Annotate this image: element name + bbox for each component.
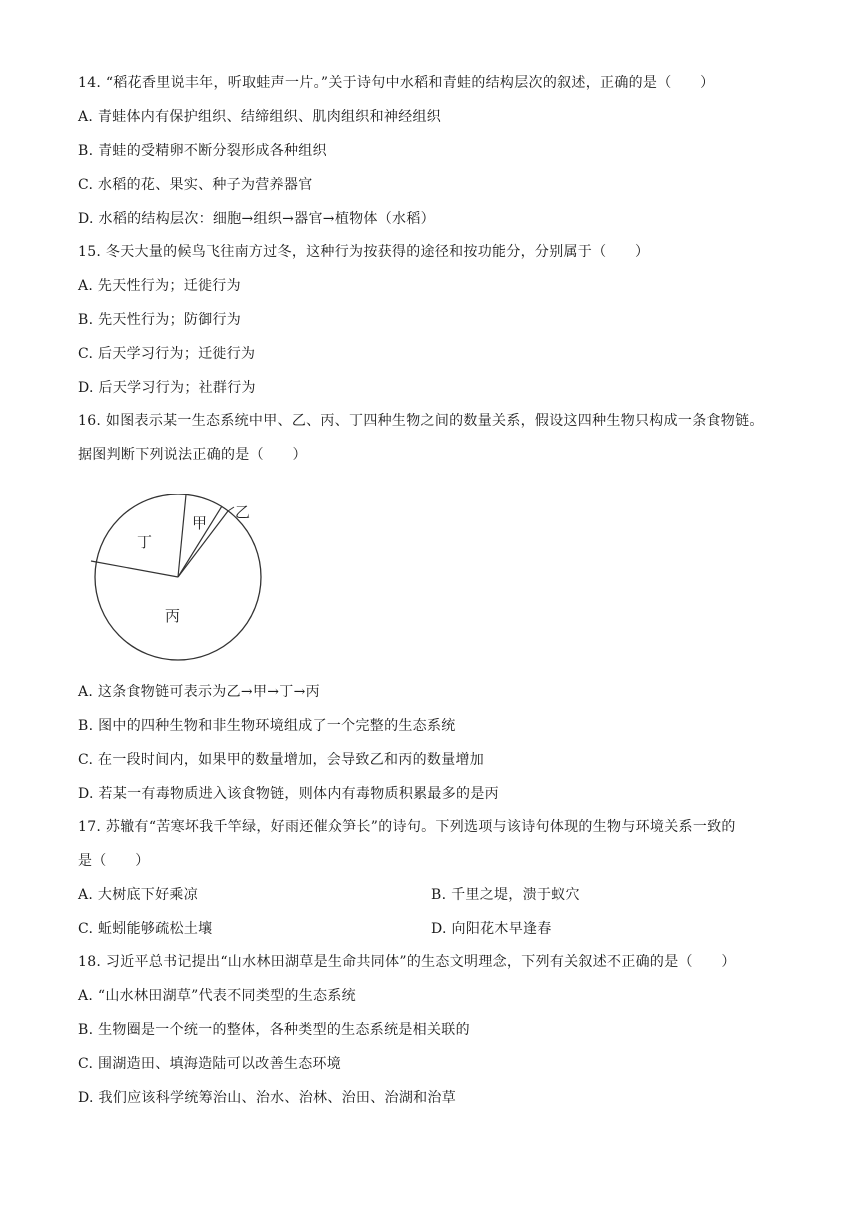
- q18-option-c: C. 围湖造田、填海造陆可以改善生态环境: [78, 1056, 342, 1072]
- q15-option-b: B. 先天性行为；防御行为: [78, 312, 242, 328]
- q16-option-d: D. 若某一有毒物质进入该食物链，则体内有毒物质积累最多的是丙: [78, 786, 499, 802]
- label-ding: 丁: [137, 533, 153, 551]
- q18-stem: 18. 习近平总书记提出“山水林田湖草是生命共同体”的生态文明理念，下列有关叙述不正确的是（ ）: [78, 954, 736, 970]
- q15-stem: 15. 冬天大量的候鸟飞往南方过冬，这种行为按获得的途径和按功能分，分别属于（ ）: [78, 244, 650, 260]
- q16-option-a: A. 这条食物链可表示为乙→甲→丁→丙: [78, 684, 320, 700]
- q14-option-a: A. 青蛙体内有保护组织、结缔组织、肌肉组织和神经组织: [78, 109, 442, 125]
- label-jia: 甲: [192, 514, 208, 532]
- q15-option-c: C. 后天学习行为；迁徙行为: [78, 346, 256, 362]
- q14-option-d: D. 水稻的结构层次：细胞→组织→器官→植物体（水稻）: [78, 211, 435, 227]
- q14-option-c: C. 水稻的花、果实、种子为营养器官: [78, 177, 313, 193]
- label-bing: 丙: [165, 607, 181, 625]
- q16-option-c: C. 在一段时间内，如果甲的数量增加，会导致乙和丙的数量增加: [78, 752, 485, 768]
- q15-option-a: A. 先天性行为；迁徙行为: [78, 278, 241, 294]
- q17-option-b: B. 千里之堤，溃于蚁穴: [431, 887, 580, 903]
- label-yi: 乙: [235, 503, 251, 521]
- yi-leader-line: [228, 507, 234, 511]
- q17-stem-line2: 是（ ）: [78, 853, 150, 869]
- q15-option-d: D. 后天学习行为；社群行为: [78, 380, 256, 396]
- q17-stem-line1: 17. 苏辙有“苦寒坏我千竿绿，好雨还催众笋长”的诗句。下列选项与该诗句体现的生物与环境关系一致的: [78, 819, 736, 835]
- q16-pie-figure: [88, 494, 268, 674]
- q14-option-b: B. 青蛙的受精卵不断分裂形成各种组织: [78, 143, 327, 159]
- q17-option-d: D. 向阳花木早逢春: [431, 921, 552, 937]
- q16-option-b: B. 图中的四种生物和非生物环境组成了一个完整的生态系统: [78, 718, 456, 734]
- q17-option-a: A. 大树底下好乘凉: [78, 887, 199, 903]
- divider-ding-jia: [178, 495, 186, 578]
- q14-stem: 14. “稻花香里说丰年，听取蛙声一片。”关于诗句中水稻和青蛙的结构层次的叙述，正确的是（ ）: [78, 75, 715, 91]
- divider-bing-ding: [91, 561, 178, 577]
- q16-stem-line1: 16. 如图表示某一生态系统中甲、乙、丙、丁四种生物之间的数量关系，假设这四种生物只构成一条食物链。: [78, 413, 764, 429]
- q18-option-b: B. 生物圈是一个统一的整体，各种类型的生态系统是相关联的: [78, 1022, 470, 1038]
- q18-option-a: A. “山水林田湖草”代表不同类型的生态系统: [78, 988, 356, 1004]
- q17-option-c: C. 蚯蚓能够疏松土壤: [78, 921, 213, 937]
- q18-option-d: D. 我们应该科学统筹治山、治水、治林、治田、治湖和治草: [78, 1090, 457, 1106]
- q16-stem-line2: 据图判断下列说法正确的是（ ）: [78, 447, 307, 463]
